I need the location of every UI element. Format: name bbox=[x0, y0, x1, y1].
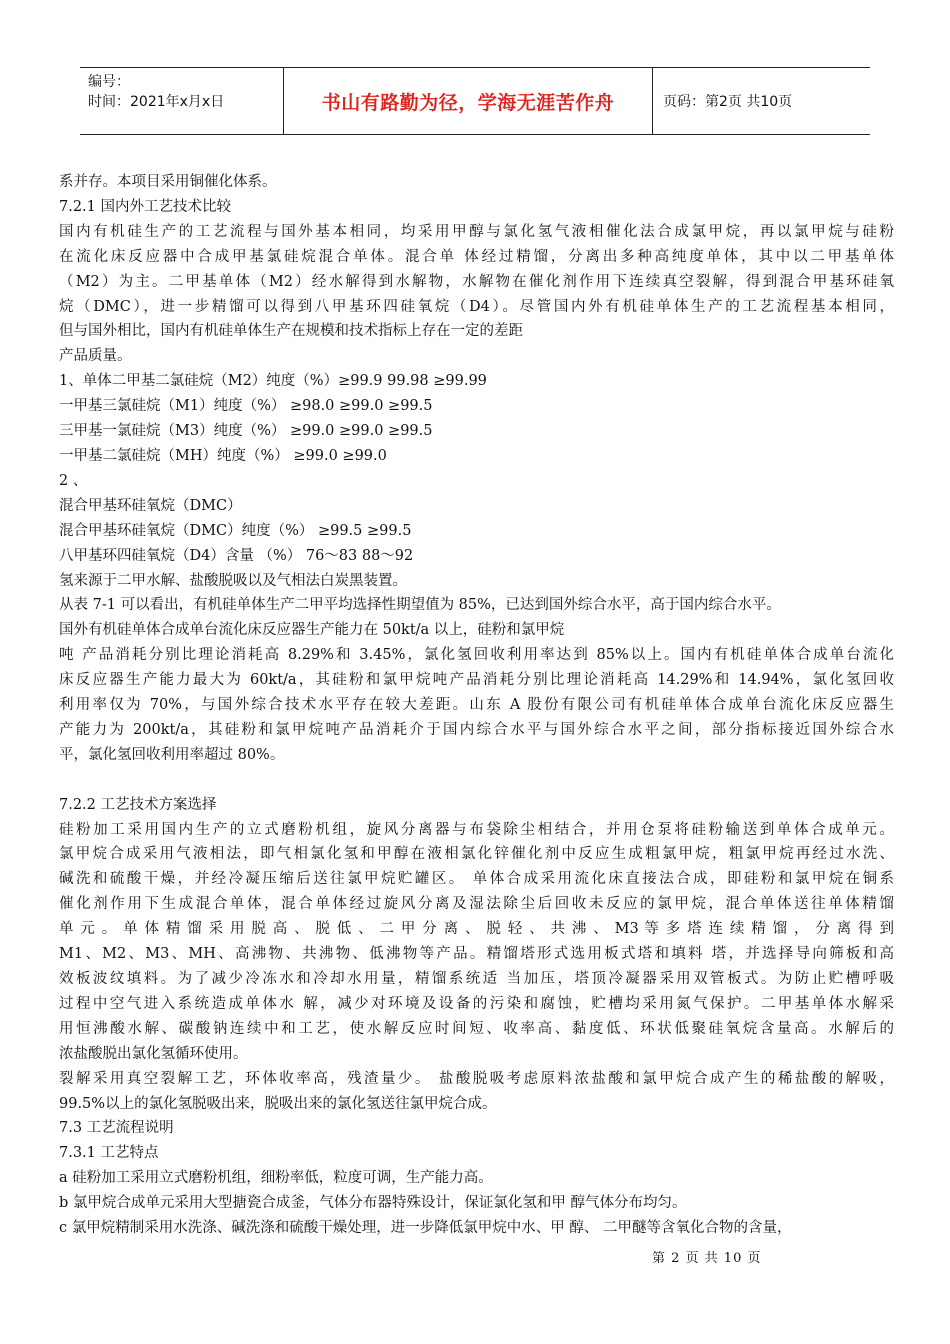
document-body bbox=[59, 170, 894, 1241]
body-line: 在流化床反应器中合成甲基氯硅烷混合单体。混合单 体经过精馏，分离出多种高纯度单体，其中以二甲基单体 bbox=[59, 248, 894, 265]
body-line: 一甲基三氯硅烷（M1）纯度（%） ≥98.0 ≥99.0 ≥99.5 bbox=[59, 398, 433, 415]
body-line: 效板波纹填料。为了减少冷冻水和冷却水用量，精馏系统适 当加压，塔顶冷凝器采用双管板式。为防止贮槽呼吸 bbox=[59, 970, 894, 987]
body-line: 但与国外相比，国内有机硅单体生产在规模和技术指标上存在一定的差距 bbox=[59, 323, 523, 340]
body-line: 氯甲烷合成采用气液相法，即气相氯化氢和甲醇在液相氯化锌催化剂中反应生成粗氯甲烷，粗氯甲烷再经过水洗、 bbox=[59, 846, 894, 863]
body-line: b 氯甲烷合成单元采用大型搪瓷合成釜，气体分布器特殊设计，保证氯化氢和甲 醇气体分布均匀。 bbox=[59, 1195, 687, 1212]
body-line: 催化剂作用下生成混合单体，混合单体经过旋风分离及湿法除尘后回收未反应的氯甲烷，混合单体送往单体精馏 bbox=[59, 896, 894, 913]
body-line: M1、M2、M3、MH、高沸物、共沸物、低沸物等产品。精馏塔形式选用板式塔和填料 塔，并选择导向筛板和高 bbox=[59, 946, 894, 963]
header-meta bbox=[80, 68, 283, 134]
body-line: 硅粉加工采用国内生产的立式磨粉机组，旋风分离器与布袋除尘相结合，并用仓泵将硅粉输送到单体合成单元。 bbox=[59, 821, 894, 838]
header-motto: 书山有路勤为径，学海无涯苦作舟 bbox=[283, 68, 653, 134]
body-line: 国外有机硅单体合成单台流化床反应器生产能力在 50kt/a 以上，硅粉和氯甲烷 bbox=[59, 622, 565, 639]
body-line: 混合甲基环硅氧烷（DMC） bbox=[59, 497, 242, 514]
page-footer: 第 2 页 共 10 页 bbox=[652, 1251, 762, 1266]
document-number: 编号： bbox=[88, 74, 130, 90]
body-line: 烷（DMC），进一步精馏可以得到八甲基环四硅氧烷（D4）。尽管国内外有机硅单体生产的工艺流程基本相同， bbox=[59, 298, 894, 315]
body-line: 7.2.1 国内外工艺技术比较 bbox=[59, 198, 232, 215]
body-line: 一甲基二氯硅烷（MH）纯度（%） ≥99.0 ≥99.0 bbox=[59, 447, 387, 464]
body-line: 三甲基一氯硅烷（M3）纯度（%） ≥99.0 ≥99.0 ≥99.5 bbox=[59, 423, 433, 440]
body-line: 7.3 工艺流程说明 bbox=[59, 1120, 174, 1137]
body-line: a 硅粉加工采用立式磨粉机组，细粉率低，粒度可调，生产能力高。 bbox=[59, 1170, 493, 1187]
body-line: 氢来源于二甲水解、盐酸脱吸以及气相法白炭黑装置。 bbox=[59, 572, 407, 589]
body-line: 吨 产品消耗分别比理论消耗高 8.29%和 3.45%，氯化氢回收利用率达到 85%以上。国内有机硅单体合成单台流化 bbox=[59, 647, 894, 664]
body-line: 7.2.2 工艺技术方案选择 bbox=[59, 796, 217, 813]
body-line: 八甲基环四硅氧烷（D4）含量 （%） 76～83 88～92 bbox=[59, 547, 414, 564]
header-page-info: 页码：第2页 共10页 bbox=[663, 94, 793, 110]
page-header bbox=[80, 67, 870, 135]
body-line: 99.5%以上的氯化氢脱吸出来，脱吸出来的氯化氢送往氯甲烷合成。 bbox=[59, 1095, 497, 1112]
body-line: 单 元 。 单 体 精 馏 采 用 脱 高 、 脱 低 、 二 甲 分 离 、 脱 轻 、 共 沸 、 M3 等 多 塔 连 续 精 馏 ， 分 离 得 到 bbox=[59, 921, 894, 938]
body-line: （M2）为主。二甲基单体（M2）经水解得到水解物，水解物在催化剂作用下连续真空裂解，得到混合甲基环硅氧 bbox=[59, 273, 894, 290]
body-line: 国内有机硅生产的工艺流程与国外基本相同，均采用甲醇与氯化氢气液相催化法合成氯甲烷，再以氯甲烷与硅粉 bbox=[59, 223, 894, 240]
body-line: 过程中空气进入系统造成单体水 解，减少对环境及设备的污染和腐蚀，贮槽均采用氮气保护。二甲基单体水解采 bbox=[59, 995, 894, 1012]
body-line: 平，氯化氢回收利用率超过 80%。 bbox=[59, 746, 285, 763]
body-line: 床反应器生产能力最大为 60kt/a，其硅粉和氯甲烷吨产品消耗分别比理论消耗高 14.29%和 14.94%，氯化氢回收 bbox=[59, 672, 894, 689]
body-line: 利用率仅为 70%，与国外综合技术水平存在较大差距。山东 A 股份有限公司有机硅单体合成单台流化床反应器生 bbox=[59, 697, 894, 714]
body-line: 碱洗和硫酸干燥，并经冷凝压缩后送往氯甲烷贮罐区。 单体合成采用流化床直接法合成，即硅粉和氯甲烷在铜系 bbox=[59, 871, 894, 888]
body-line: 从表 7-1 可以看出，有机硅单体生产二甲平均选择性期望值为 85%，已达到国外综合水平，高于国内综合水平。 bbox=[59, 597, 781, 614]
body-line: c 氯甲烷精制采用水洗涤、碱洗涤和硫酸干燥处理，进一步降低氯甲烷中水、甲 醇、 二甲醚等含氧化合物的含量， bbox=[59, 1220, 792, 1237]
body-line: 系并存。本项目采用铜催化体系。 bbox=[59, 174, 277, 190]
body-line: 产品质量。 bbox=[59, 348, 132, 365]
body-line: 浓盐酸脱出氯化氢循环使用。 bbox=[59, 1045, 248, 1062]
body-line: 1、单体二甲基二氯硅烷（M2）纯度（%）≥99.9 99.98 ≥99.99 bbox=[59, 373, 487, 390]
body-line: 产能力为 200kt/a，其硅粉和氯甲烷吨产品消耗介于国内综合水平与国外综合水平之间，部分指标接近国外综合水 bbox=[59, 721, 894, 738]
body-line: 裂解采用真空裂解工艺，环体收率高，残渣量少。 盐酸脱吸考虑原料浓盐酸和氯甲烷合成产生的稀盐酸的解吸， bbox=[59, 1070, 894, 1087]
document-date: 时间：2021年x月x日 bbox=[88, 94, 225, 110]
body-line: 用恒沸酸水解、碳酸钠连续中和工艺，使水解反应时间短、收率高、黏度低、环状低聚硅氧烷含量高。水解后的 bbox=[59, 1020, 894, 1037]
body-line: 7.3.1 工艺特点 bbox=[59, 1145, 159, 1162]
body-line: 2 、 bbox=[59, 472, 88, 489]
body-line bbox=[59, 768, 894, 793]
body-line: 混合甲基环硅氧烷（DMC）纯度（%） ≥99.5 ≥99.5 bbox=[59, 522, 412, 539]
